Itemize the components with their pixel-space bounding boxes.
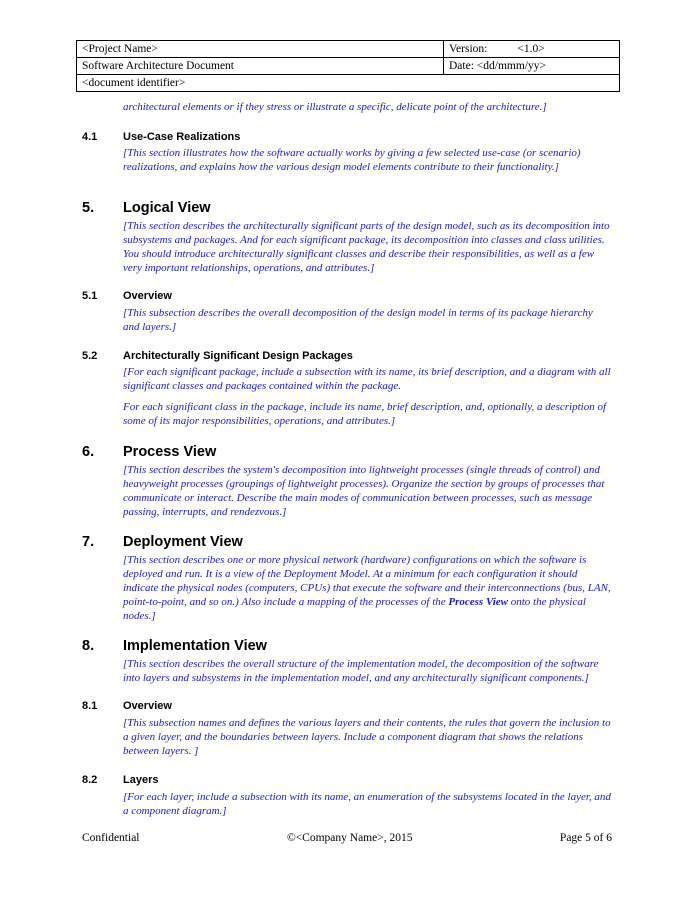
section-title: Overview [123, 290, 172, 302]
heading-7 [82, 532, 612, 552]
section-5-2-text-2: For each significant class in the package, include its name, brief description, and, optionally, a description of some of its major responsibilities, operations, and attributes.] [123, 401, 607, 427]
section-7-text-b: onto the physical nodes.] [123, 596, 586, 622]
heading-5-2 [82, 348, 612, 364]
project-name: <Project Name> [77, 41, 444, 58]
section-number: 8.2 [82, 774, 98, 786]
page-footer [82, 832, 612, 844]
section-title: Deployment View [123, 534, 243, 550]
version-value: <1.0> [517, 43, 545, 55]
section-5-2-text-1: [For each significant package, include a subsection with its name, its brief description, and a diagram with all significant classes and packages contained within the package. [123, 366, 611, 392]
version-cell [444, 41, 620, 58]
date-cell: Date: <dd/mmm/yy> [444, 58, 620, 75]
section-8-2-text: [For each layer, include a subsection with its name, an enumeration of the subsystems located in the layer, and a component diagram.] [123, 791, 611, 817]
heading-5 [82, 198, 612, 218]
document-title: Software Architecture Document [77, 58, 444, 75]
section-number: 8. [82, 638, 95, 654]
version-label: Version: [449, 43, 488, 55]
section-title: Layers [123, 774, 159, 786]
section-7-text [123, 553, 612, 623]
section-8-text: [This section describes the overall structure of the implementation model, the decomposition of the software into layers and subsystems in the implementation model, and any architecturally significant components.] [123, 658, 599, 684]
heading-6 [82, 442, 612, 462]
section-number: 6. [82, 444, 95, 460]
footer-page-number: Page 5 of 6 [559, 832, 612, 844]
heading-8-2 [82, 772, 612, 788]
section-title: Use-Case Realizations [123, 131, 241, 143]
section-number: 8.1 [82, 700, 98, 712]
section-title: Process View [123, 444, 217, 460]
document-identifier: <document identifier> [77, 75, 620, 92]
section-7-text-a: [This section describes one or more physical network (hardware) configurations on which the software is deployed and run. It is a view of the Deployment Model. At a minimum for each configuration it should indicate the physical nodes (computers, CPUs) that execute the software and their interconnections (bus, LAN, point-to-point, and so on.) Also include a mapping of the processes of the [123, 554, 611, 608]
section-number: 4.1 [82, 131, 98, 143]
section-5-text: [This section describes the architecturally significant parts of the design model, such as its decomposition into subsystems and packages. And for each significant package, its decomposition into classes and class utilities. You should introduce architecturally significant classes and describe their responsibilities, as well as a few very important relationships, operations, and attributes.] [123, 220, 610, 274]
section-title: Logical View [123, 200, 211, 216]
process-view-reference: Process View [448, 596, 508, 608]
section-number: 5.1 [82, 290, 98, 302]
heading-5-1 [82, 288, 612, 304]
heading-8 [82, 636, 612, 656]
footer-copyright: ©<Company Name>, 2015 [286, 832, 413, 844]
section-title: Architecturally Significant Design Packages [123, 350, 353, 362]
footer-confidential: Confidential [82, 832, 140, 844]
section-8-1-text: [This subsection names and defines the various layers and their contents, the rules that govern the inclusion to a given layer, and the boundaries between layers. Include a component diagram that shows the relations between layers. ] [123, 717, 611, 757]
section-number: 5.2 [82, 350, 98, 362]
section-4-1-text: [This section illustrates how the software actually works by giving a few selected use-case (or scenario) realizations, and explains how the various design model elements contribute to their functionality.] [123, 147, 581, 173]
section-title: Implementation View [123, 638, 267, 654]
section-5-1-text: [This subsection describes the overall decomposition of the design model in terms of its package hierarchy and layers.] [123, 307, 593, 333]
heading-4-1 [82, 129, 612, 145]
section-number: 5. [82, 200, 95, 216]
heading-8-1 [82, 698, 612, 714]
section-title: Overview [123, 700, 172, 712]
section-number: 7. [82, 534, 95, 550]
section-6-text: [This section describes the system's decomposition into lightweight processes (single threads of control) and heavyweight processes (groupings of lightweight processes). Organize the section by groups of processes that communicate or interact. Describe the main modes of communication between processes, such as message passing, interrupts, and rendezvous.] [123, 464, 605, 518]
document-header-table [76, 40, 620, 92]
page-content [82, 100, 612, 818]
intro-continuation-text: architectural elements or if they stress or illustrate a specific, delicate point of the architecture.] [123, 101, 547, 113]
